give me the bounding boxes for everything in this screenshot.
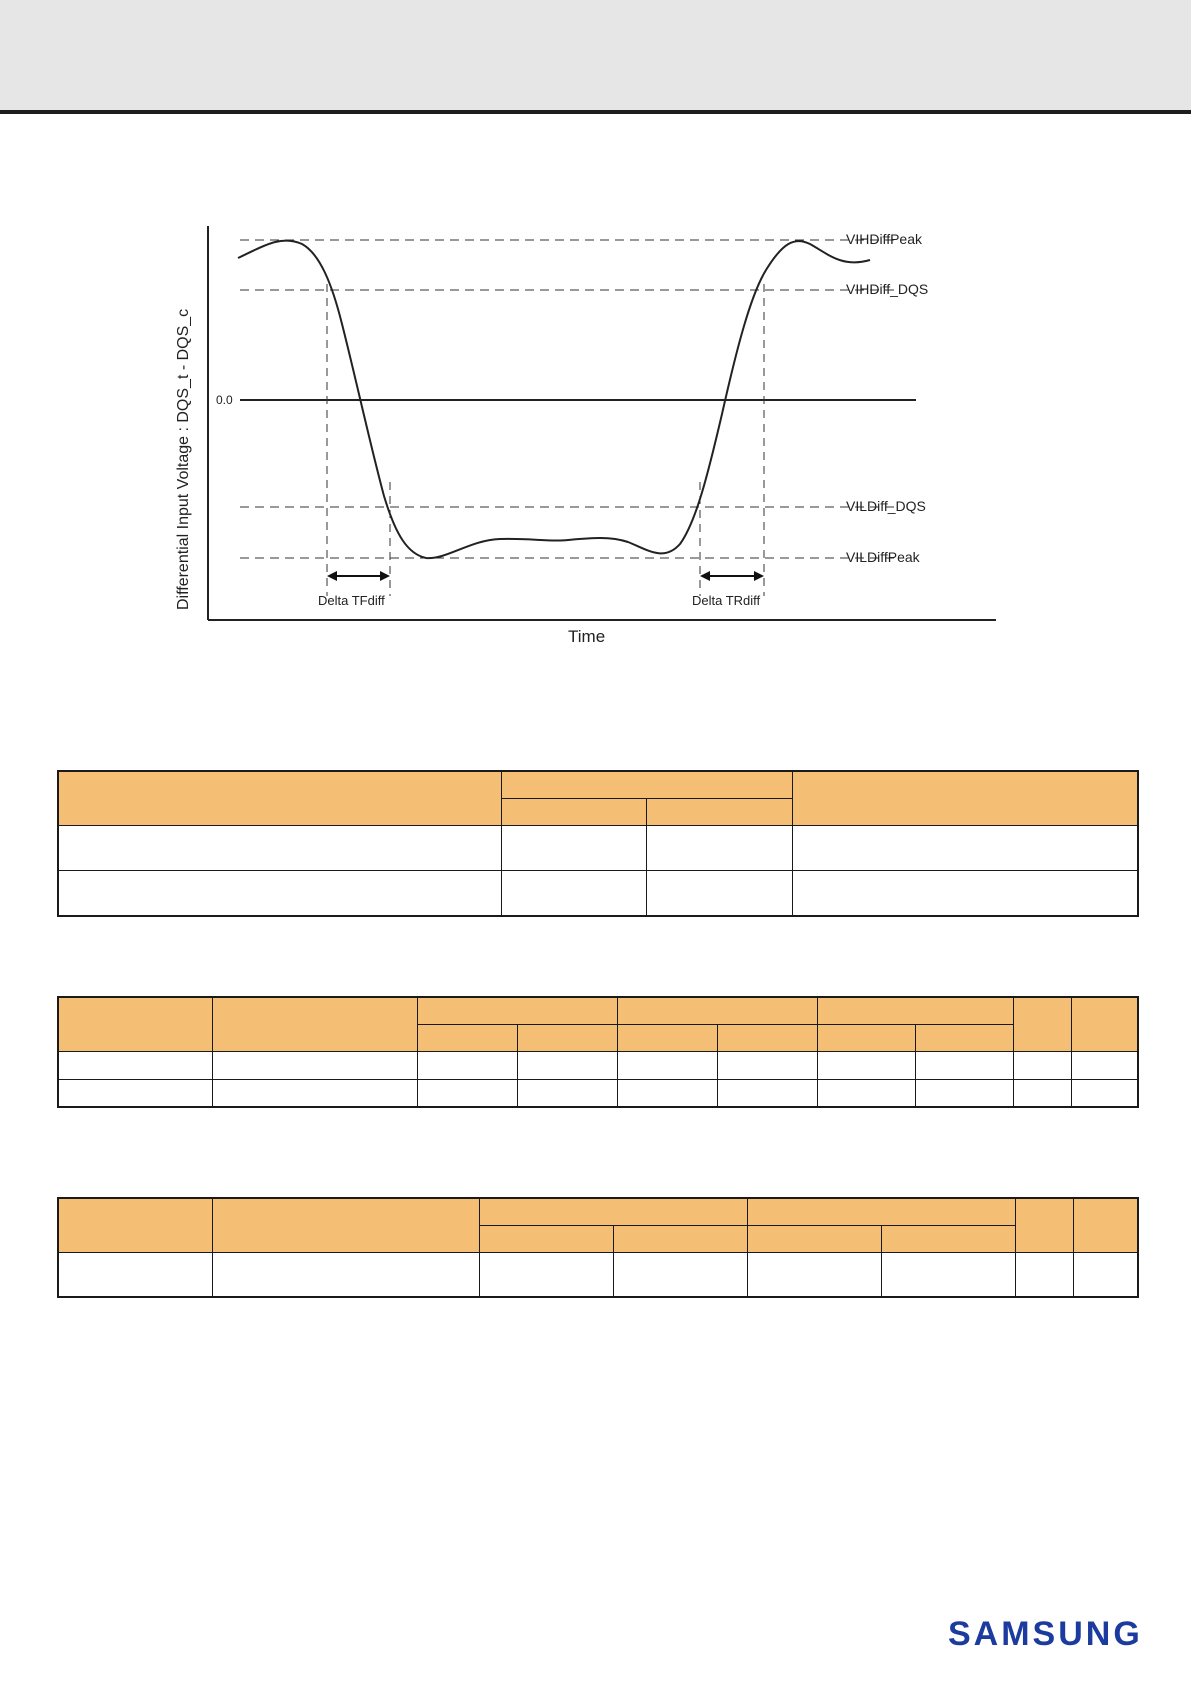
dqs-differential-waveform-figure [170, 214, 1010, 650]
table-row [58, 1051, 1138, 1079]
delta-tr-arrow [700, 571, 764, 581]
x-axis-label: Time [568, 627, 606, 646]
table-2 [57, 996, 1139, 1108]
label-delta-tf: Delta TFdiff [318, 593, 385, 608]
table-row [58, 1252, 1138, 1297]
table-row [58, 870, 1138, 916]
table-3 [57, 1197, 1139, 1298]
samsung-logo-text: SAMSUNG [948, 1615, 1143, 1653]
label-vih-peak: VIHDiffPeak [846, 231, 922, 247]
table-1 [57, 770, 1139, 917]
table-3-header-row [58, 1198, 1138, 1225]
label-vih-dqs: VIHDiff_DQS [846, 281, 929, 297]
label-vil-dqs: VILDiff_DQS [846, 498, 926, 514]
samsung-logo [948, 1614, 1148, 1654]
label-zero: 0.0 [216, 393, 233, 407]
table-2-header-row [58, 997, 1138, 1024]
delta-tf-arrow [327, 571, 390, 581]
label-vil-peak: VILDiffPeak [846, 549, 920, 565]
y-axis-label: Differential Input Voltage : DQS_t - DQS_c [175, 308, 192, 610]
label-delta-tr: Delta TRdiff [692, 593, 761, 608]
table-1-header-row [58, 771, 1138, 798]
table-row [58, 1079, 1138, 1107]
page-header-band [0, 0, 1191, 114]
table-row [58, 825, 1138, 870]
waveform-svg [170, 214, 1010, 650]
